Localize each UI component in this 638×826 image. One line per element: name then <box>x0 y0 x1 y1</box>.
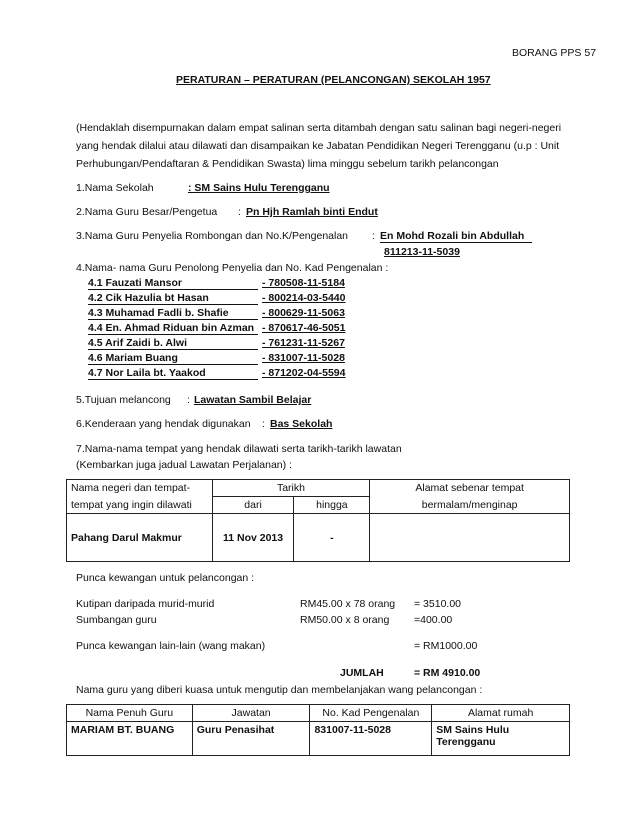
list-item: 4.4 En. Ahmad Riduan bin Azman <box>88 322 258 335</box>
list-item-ic: - 800629-11-5063 <box>262 307 345 319</box>
header-alamat-1: Alamat sebenar tempat <box>370 480 570 497</box>
q3-ic: 811213-11-5039 <box>384 246 460 258</box>
form-code: BORANG PPS 57 <box>512 47 597 59</box>
q3-value <box>380 230 532 243</box>
list-item: 4.3 Muhamad Fadli b. Shafie <box>88 307 258 320</box>
list-item: 4.6 Mariam Buang <box>88 352 258 365</box>
q3-colon: : <box>372 230 375 242</box>
cell-nama: MARIAM BT. BUANG <box>67 722 193 756</box>
list-item-ic: - 780508-11-5184 <box>262 277 345 289</box>
list-item-ic: - 871202-04-5594 <box>262 367 346 379</box>
authorized-teacher-table <box>66 704 570 756</box>
q7-label-1: 7.Nama-nama tempat yang hendak dilawati serta tarikh-tarikh lawatan <box>76 443 402 455</box>
q7-label-2: (Kembarkan juga jadual Lawatan Perjalanan) : <box>76 459 292 471</box>
kuasa-label: Nama guru yang diberi kuasa untuk mengutip dan membelanjakan wang pelancongan : <box>76 684 483 696</box>
q5-colon: : <box>187 394 190 406</box>
intro-line-2: yang hendak dilalui atau dilawati dan disampaikan ke Jabatan Pendidikan Negeri Terengganu (u.p : Unit <box>76 140 560 152</box>
list-item-ic: - 800214-03-5440 <box>262 292 346 304</box>
intro-line-1: (Hendaklah disempurnakan dalam empat salinan serta ditambah dengan satu salinan bagi negeri-negeri <box>76 122 562 134</box>
q4-label: 4.Nama- nama Guru Penolong Penyelia dan No. Kad Pengenalan : <box>76 262 389 274</box>
kutipan-calc: RM45.00 x 78 orang <box>300 598 396 610</box>
list-item: 4.5 Arif Zaidi b. Alwi <box>88 337 258 350</box>
q2-label: 2.Nama Guru Besar/Pengetua <box>76 206 218 218</box>
sumbangan-total: =400.00 <box>414 614 453 626</box>
header-negeri-2: tempat yang ingin dilawati <box>67 497 213 514</box>
q6-colon: : <box>262 418 265 430</box>
list-item: 4.2 Cik Hazulia bt Hasan <box>88 292 258 305</box>
table-row <box>67 514 570 562</box>
kutipan-label: Kutipan daripada murid-murid <box>76 598 215 610</box>
q3-label: 3.Nama Guru Penyelia Rombongan dan No.K/Pengenalan <box>76 230 349 242</box>
cell-dari: 11 Nov 2013 <box>212 514 294 562</box>
q1-value: : SM Sains Hulu Terengganu <box>188 182 330 194</box>
page-title: PERATURAN – PERATURAN (PELANCONGAN) SEKOLAH 1957 <box>176 74 491 86</box>
intro-line-3: Perhubungan/Pendaftaran & Pendidikan Swasta) lima minggu sebelum tarikh pelancongan <box>76 158 499 170</box>
jumlah-total: = RM 4910.00 <box>414 667 481 679</box>
jumlah-label: JUMLAH <box>340 667 384 679</box>
header-dari: dari <box>212 497 294 514</box>
q6-value: Bas Sekolah <box>270 418 333 430</box>
cell-alamat-rumah <box>432 722 570 756</box>
list-item: 4.7 Nor Laila bt. Yaakod <box>88 367 258 380</box>
q3-name: En Mohd Rozali bin Abdullah <box>380 230 532 243</box>
list-item-ic: - 831007-11-5028 <box>262 352 345 364</box>
q1-label: 1.Nama Sekolah <box>76 182 154 194</box>
cell-hingga: - <box>294 514 370 562</box>
alamat-line-2: Terengganu <box>436 736 496 748</box>
header-hingga: hingga <box>294 497 370 514</box>
lain-label: Punca kewangan lain-lain (wang makan) <box>76 640 266 652</box>
cell-negeri: Pahang Darul Makmur <box>67 514 213 562</box>
q2-value: Pn Hjh Ramlah binti Endut <box>246 206 378 218</box>
header-alamat-rumah: Alamat rumah <box>432 705 570 722</box>
table-row <box>67 722 570 756</box>
cell-ic: 831007-11-5028 <box>310 722 432 756</box>
header-nama: Nama Penuh Guru <box>67 705 193 722</box>
q2-colon: : <box>238 206 241 218</box>
header-negeri-1: Nama negeri dan tempat- <box>67 480 213 497</box>
cell-jawatan: Guru Penasihat <box>192 722 310 756</box>
list-item-ic: - 761231-11-5267 <box>262 337 345 349</box>
alamat-line-1: SM Sains Hulu <box>436 724 510 736</box>
q5-label: 5.Tujuan melancong <box>76 394 171 406</box>
q5-value: Lawatan Sambil Belajar <box>194 394 312 406</box>
sumbangan-label: Sumbangan guru <box>76 614 157 626</box>
header-alamat-2: bermalam/menginap <box>370 497 570 514</box>
lain-total: = RM1000.00 <box>414 640 478 652</box>
list-item: 4.1 Fauzati Mansor <box>88 277 258 290</box>
q6-label: 6.Kenderaan yang hendak digunakan <box>76 418 251 430</box>
header-jawatan: Jawatan <box>192 705 310 722</box>
list-item-ic: - 870617-46-5051 <box>262 322 346 334</box>
cell-alamat <box>370 514 570 562</box>
kutipan-total: = 3510.00 <box>414 598 462 610</box>
header-tarikh: Tarikh <box>212 480 370 497</box>
kewangan-heading: Punca kewangan untuk pelancongan : <box>76 572 255 584</box>
destinations-table <box>66 479 570 562</box>
sumbangan-calc: RM50.00 x 8 orang <box>300 614 390 626</box>
header-ic: No. Kad Pengenalan <box>310 705 432 722</box>
